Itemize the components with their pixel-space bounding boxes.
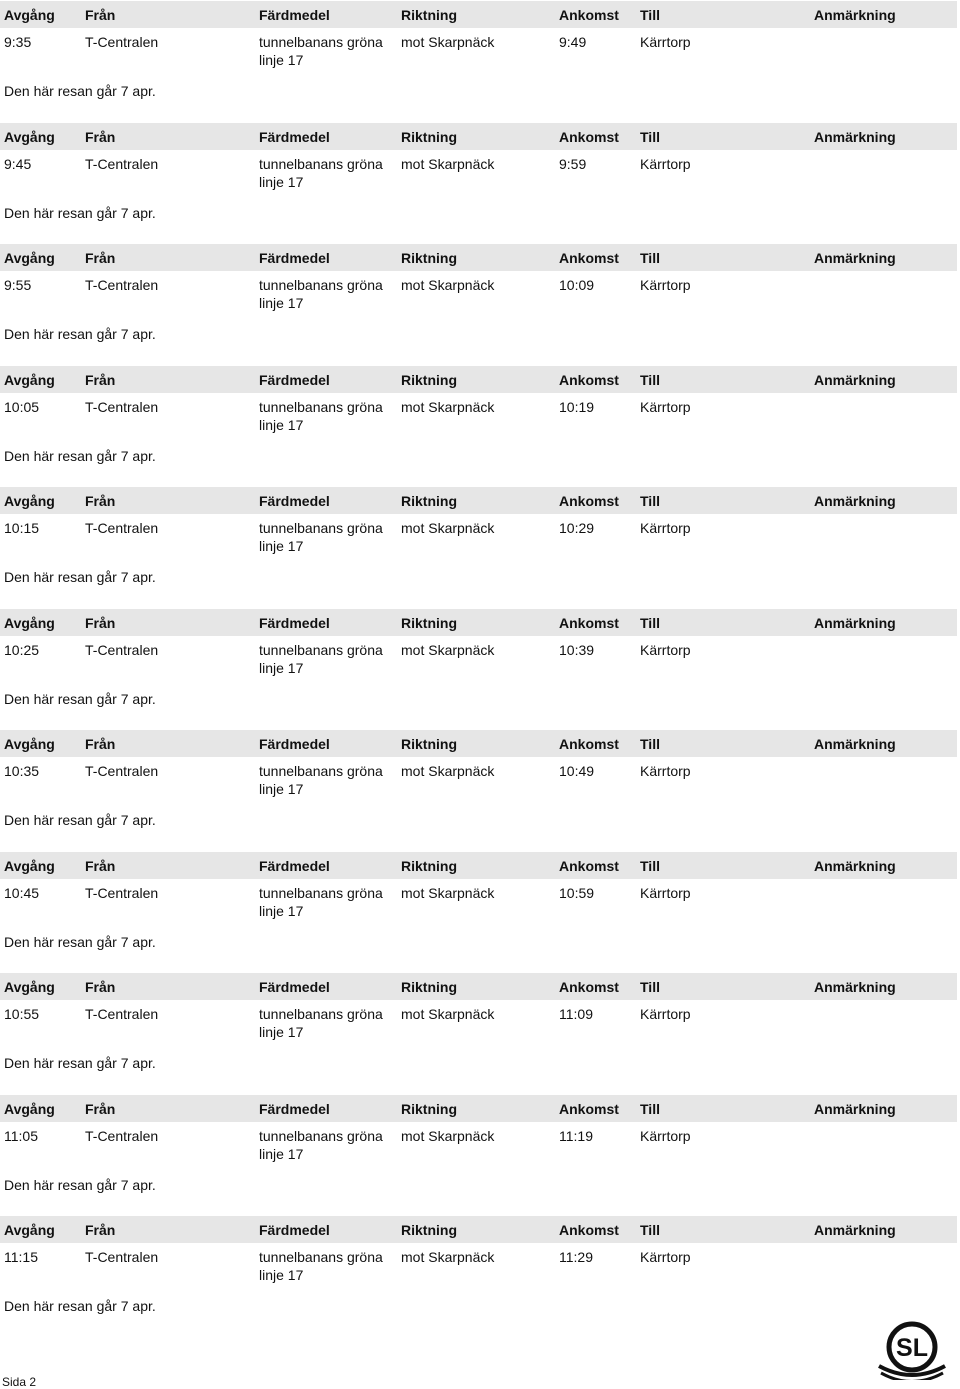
table-row: [0, 398, 957, 438]
header-vehicle: Färdmedel: [259, 493, 330, 509]
cell-direction: mot Skarpnäck: [401, 277, 495, 293]
header-arrival: Ankomst: [559, 857, 619, 874]
header-remark: Anmärkning: [814, 128, 896, 145]
header-arrival: Ankomst: [559, 250, 619, 266]
journey-note: Den här resan går 7 apr.: [4, 1298, 156, 1314]
cell-from: T-Centralen: [85, 398, 159, 415]
journey-block: [0, 851, 960, 973]
cell-departure: 11:15: [4, 1249, 38, 1265]
table-row: [0, 1005, 957, 1045]
header-direction: Riktning: [401, 371, 457, 388]
table-header: [0, 366, 957, 393]
table-header: [0, 730, 957, 757]
header-from: Från: [85, 371, 116, 388]
table-header: [0, 852, 957, 879]
cell-direction: mot Skarpnäck: [401, 1006, 495, 1022]
table-header: [0, 123, 957, 150]
header-arrival: Ankomst: [559, 614, 619, 631]
cell-departure: 10:55: [4, 1006, 40, 1022]
cell-vehicle: tunnelbanans gröna linje 17: [259, 277, 383, 311]
table-row: [0, 1127, 957, 1167]
header-arrival: Ankomst: [559, 493, 619, 509]
cell-from: T-Centralen: [85, 641, 159, 658]
cell-direction: mot Skarpnäck: [401, 1127, 495, 1144]
table-row: [0, 155, 957, 195]
header-arrival: Ankomst: [559, 979, 619, 995]
header-from: Från: [85, 7, 116, 23]
header-departure: Avgång: [4, 1222, 55, 1238]
header-departure: Avgång: [4, 7, 55, 23]
cell-to: Kärrtorp: [640, 1127, 691, 1144]
journey-block: [0, 608, 960, 730]
header-to: Till: [640, 7, 660, 23]
cell-departure: 10:05: [4, 398, 40, 415]
table-header: [0, 244, 957, 271]
table-header: [0, 1216, 957, 1243]
header-vehicle: Färdmedel: [259, 7, 330, 23]
cell-vehicle: tunnelbanans gröna linje 17: [259, 1249, 383, 1283]
header-arrival: Ankomst: [559, 7, 619, 23]
journey-note: Den här resan går 7 apr.: [4, 447, 156, 464]
header-departure: Avgång: [4, 1100, 55, 1117]
cell-direction: mot Skarpnäck: [401, 34, 495, 50]
cell-to: Kärrtorp: [640, 763, 691, 779]
journey-note: Den här resan går 7 apr.: [4, 326, 156, 342]
header-vehicle: Färdmedel: [259, 979, 330, 995]
table-row: [0, 33, 957, 73]
header-direction: Riktning: [401, 614, 457, 631]
header-remark: Anmärkning: [814, 1100, 896, 1117]
header-to: Till: [640, 979, 660, 995]
cell-vehicle: tunnelbanans gröna linje 17: [259, 763, 383, 797]
header-remark: Anmärkning: [814, 250, 896, 266]
table-header: [0, 1, 957, 28]
header-from: Från: [85, 979, 116, 995]
cell-vehicle: tunnelbanans gröna linje 17: [259, 641, 383, 676]
header-from: Från: [85, 1100, 116, 1117]
cell-from: T-Centralen: [85, 1006, 159, 1022]
header-to: Till: [640, 250, 660, 266]
header-arrival: Ankomst: [559, 1100, 619, 1117]
header-vehicle: Färdmedel: [259, 128, 330, 145]
journey-block: [0, 729, 960, 851]
header-from: Från: [85, 857, 116, 874]
cell-to: Kärrtorp: [640, 398, 691, 415]
header-remark: Anmärkning: [814, 371, 896, 388]
journey-note: Den här resan går 7 apr.: [4, 690, 156, 707]
cell-arrival: 10:39: [559, 641, 595, 658]
journey-block: [0, 972, 960, 1094]
cell-departure: 10:15: [4, 520, 40, 536]
table-header: [0, 609, 957, 636]
header-direction: Riktning: [401, 1222, 457, 1238]
header-departure: Avgång: [4, 371, 55, 388]
header-departure: Avgång: [4, 614, 55, 631]
header-remark: Anmärkning: [814, 979, 896, 995]
table-row: [0, 1248, 957, 1288]
header-from: Från: [85, 1222, 116, 1238]
cell-departure: 9:45: [4, 155, 32, 172]
cell-arrival: 10:09: [559, 277, 595, 293]
cell-arrival: 9:59: [559, 155, 587, 172]
header-direction: Riktning: [401, 736, 457, 752]
header-vehicle: Färdmedel: [259, 614, 330, 631]
header-remark: Anmärkning: [814, 493, 896, 509]
cell-to: Kärrtorp: [640, 1006, 691, 1022]
header-arrival: Ankomst: [559, 371, 619, 388]
journey-note: Den här resan går 7 apr.: [4, 83, 156, 99]
header-remark: Anmärkning: [814, 1222, 896, 1238]
header-from: Från: [85, 736, 116, 752]
header-vehicle: Färdmedel: [259, 250, 330, 266]
cell-vehicle: tunnelbanans gröna linje 17: [259, 884, 383, 919]
table-header: [0, 1095, 957, 1122]
table-row: [0, 884, 957, 924]
header-to: Till: [640, 1222, 660, 1238]
table-header: [0, 487, 957, 514]
cell-from: T-Centralen: [85, 1249, 159, 1265]
cell-direction: mot Skarpnäck: [401, 155, 495, 172]
table-row: [0, 276, 957, 316]
cell-departure: 11:05: [4, 1127, 38, 1144]
cell-arrival: 10:19: [559, 398, 595, 415]
header-direction: Riktning: [401, 128, 457, 145]
sl-logo-icon: [876, 1318, 948, 1380]
header-direction: Riktning: [401, 493, 457, 509]
journey-block: [0, 1215, 960, 1337]
header-from: Från: [85, 250, 116, 266]
cell-departure: 10:45: [4, 884, 40, 901]
cell-vehicle: tunnelbanans gröna linje 17: [259, 155, 383, 190]
header-vehicle: Färdmedel: [259, 1222, 330, 1238]
cell-from: T-Centralen: [85, 520, 159, 536]
header-departure: Avgång: [4, 736, 55, 752]
cell-vehicle: tunnelbanans gröna linje 17: [259, 34, 383, 68]
cell-arrival: 11:29: [559, 1249, 593, 1265]
logo-text: SL: [896, 1334, 928, 1362]
cell-arrival: 11:19: [559, 1127, 593, 1144]
header-remark: Anmärkning: [814, 7, 896, 23]
header-from: Från: [85, 614, 116, 631]
table-row: [0, 519, 957, 559]
cell-direction: mot Skarpnäck: [401, 763, 495, 779]
cell-from: T-Centralen: [85, 34, 159, 50]
cell-arrival: 11:09: [559, 1006, 593, 1022]
journey-note: Den här resan går 7 apr.: [4, 1055, 156, 1071]
table-row: [0, 762, 957, 802]
cell-arrival: 10:29: [559, 520, 595, 536]
table-row: [0, 641, 957, 681]
cell-departure: 9:55: [4, 277, 32, 293]
header-direction: Riktning: [401, 250, 457, 266]
cell-vehicle: tunnelbanans gröna linje 17: [259, 398, 383, 433]
header-remark: Anmärkning: [814, 736, 896, 752]
cell-direction: mot Skarpnäck: [401, 1249, 495, 1265]
header-vehicle: Färdmedel: [259, 1100, 330, 1117]
header-departure: Avgång: [4, 979, 55, 995]
header-direction: Riktning: [401, 857, 457, 874]
header-direction: Riktning: [401, 7, 457, 23]
cell-to: Kärrtorp: [640, 884, 691, 901]
cell-arrival: 10:59: [559, 884, 595, 901]
journey-note: Den här resan går 7 apr.: [4, 812, 156, 828]
cell-departure: 9:35: [4, 34, 32, 50]
cell-vehicle: tunnelbanans gröna linje 17: [259, 1127, 383, 1162]
header-remark: Anmärkning: [814, 614, 896, 631]
header-vehicle: Färdmedel: [259, 371, 330, 388]
cell-to: Kärrtorp: [640, 520, 691, 536]
header-vehicle: Färdmedel: [259, 857, 330, 874]
cell-direction: mot Skarpnäck: [401, 398, 495, 415]
header-departure: Avgång: [4, 493, 55, 509]
cell-from: T-Centralen: [85, 1127, 159, 1144]
header-from: Från: [85, 493, 116, 509]
header-to: Till: [640, 614, 660, 631]
cell-direction: mot Skarpnäck: [401, 520, 495, 536]
header-direction: Riktning: [401, 979, 457, 995]
header-to: Till: [640, 1100, 660, 1117]
cell-from: T-Centralen: [85, 155, 159, 172]
header-departure: Avgång: [4, 857, 55, 874]
cell-to: Kärrtorp: [640, 34, 691, 50]
header-to: Till: [640, 128, 660, 145]
cell-to: Kärrtorp: [640, 641, 691, 658]
journey-block: [0, 486, 960, 608]
journey-block: [0, 0, 960, 122]
cell-direction: mot Skarpnäck: [401, 884, 495, 901]
header-direction: Riktning: [401, 1100, 457, 1117]
journey-note: Den här resan går 7 apr.: [4, 204, 156, 221]
cell-departure: 10:25: [4, 641, 40, 658]
journey-note: Den här resan går 7 apr.: [4, 1176, 156, 1193]
journey-block: [0, 243, 960, 365]
header-arrival: Ankomst: [559, 128, 619, 145]
header-arrival: Ankomst: [559, 1222, 619, 1238]
cell-to: Kärrtorp: [640, 1249, 691, 1265]
cell-to: Kärrtorp: [640, 155, 691, 172]
header-arrival: Ankomst: [559, 736, 619, 752]
cell-vehicle: tunnelbanans gröna linje 17: [259, 1006, 383, 1040]
header-to: Till: [640, 493, 660, 509]
journey-note: Den här resan går 7 apr.: [4, 569, 156, 585]
header-remark: Anmärkning: [814, 857, 896, 874]
cell-arrival: 10:49: [559, 763, 595, 779]
cell-from: T-Centralen: [85, 277, 159, 293]
journey-block: [0, 1094, 960, 1216]
header-to: Till: [640, 736, 660, 752]
cell-from: T-Centralen: [85, 884, 159, 901]
header-departure: Avgång: [4, 128, 55, 145]
header-vehicle: Färdmedel: [259, 736, 330, 752]
header-to: Till: [640, 857, 660, 874]
table-header: [0, 973, 957, 1000]
header-from: Från: [85, 128, 116, 145]
journey-block: [0, 365, 960, 487]
cell-to: Kärrtorp: [640, 277, 691, 293]
cell-vehicle: tunnelbanans gröna linje 17: [259, 520, 383, 554]
header-to: Till: [640, 371, 660, 388]
journey-block: [0, 122, 960, 244]
header-departure: Avgång: [4, 250, 55, 266]
cell-direction: mot Skarpnäck: [401, 641, 495, 658]
cell-from: T-Centralen: [85, 763, 159, 779]
cell-departure: 10:35: [4, 763, 40, 779]
cell-arrival: 9:49: [559, 34, 587, 50]
journey-note: Den här resan går 7 apr.: [4, 933, 156, 950]
page-number: Sida 2: [2, 1375, 37, 1389]
